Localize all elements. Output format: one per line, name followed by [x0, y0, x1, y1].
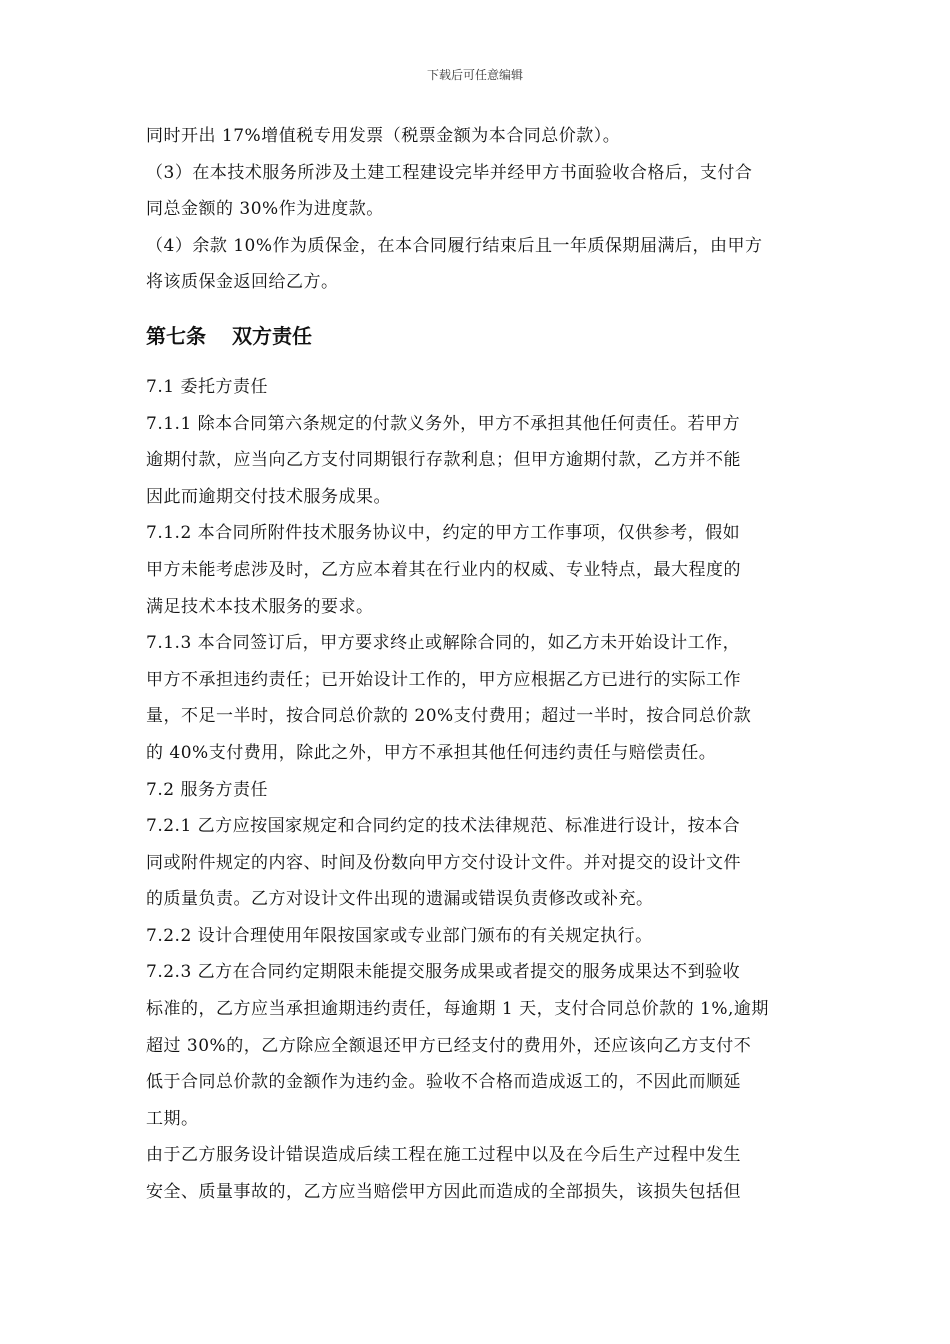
text-line: 甲方未能考虑涉及时，乙方应本着其在行业内的权威、专业特点，最大程度的	[146, 559, 741, 580]
subsection-heading: 7.1 委托方责任	[146, 376, 268, 397]
text-line: （4）余款 10%作为质保金，在本合同履行结束后且一年质保期届满后，由甲方	[146, 235, 763, 256]
text-line: 7.1.1 除本合同第六条规定的付款义务外，甲方不承担其他任何责任。若甲方	[146, 413, 741, 434]
text-line: 因此而逾期交付技术服务成果。	[146, 486, 391, 507]
text-line: 甲方不承担违约责任；已开始设计工作的，甲方应根据乙方已进行的实际工作	[146, 669, 741, 690]
text-line: 将该质保金返回给乙方。	[146, 272, 339, 293]
text-line: 同总金额的 30%作为进度款。	[146, 199, 384, 220]
text-line: 7.1.3 本合同签订后，甲方要求终止或解除合同的，如乙方未开始设计工作，	[146, 633, 741, 654]
article-number: 第七条	[146, 323, 206, 348]
text-line: 安全、质量事故的，乙方应当赔偿甲方因此而造成的全部损失，该损失包括但	[146, 1182, 741, 1203]
subsection-heading: 7.2 服务方责任	[146, 779, 268, 800]
page-header-note: 下载后可任意编辑	[426, 68, 523, 82]
responsibilities-section	[146, 369, 808, 1211]
text-line: 7.2.2 设计合理使用年限按国家或专业部门颁布的有关规定执行。	[146, 925, 653, 946]
text-line: 低于合同总价款的金额作为违约金。验收不合格而造成返工的，不因此而顺延	[146, 1072, 741, 1093]
text-line: 的 40%支付费用，除此之外，甲方不承担其他任何违约责任与赔偿责任。	[146, 742, 717, 763]
text-line: 7.1.2 本合同所附件技术服务协议中，约定的甲方工作事项，仅供参考，假如	[146, 523, 741, 544]
article-heading	[146, 303, 808, 369]
text-line: 逾期付款，应当向乙方支付同期银行存款利息；但甲方逾期付款，乙方并不能	[146, 450, 741, 471]
text-line: 满足技术本技术服务的要求。	[146, 596, 374, 617]
text-line: 同或附件规定的内容、时间及份数向甲方交付设计文件。并对提交的设计文件	[146, 852, 741, 873]
text-line: （3）在本技术服务所涉及土建工程建设完毕并经甲方书面验收合格后，支付合	[146, 162, 753, 183]
text-line: 的质量负责。乙方对设计文件出现的遗漏或错误负责修改或补充。	[146, 889, 654, 910]
text-line: 同时开出 17%增值税专用发票（税票金额为本合同总价款）。	[146, 126, 621, 146]
text-line: 标准的，乙方应当承担逾期违约责任，每逾期 1 天，支付合同总价款的 1%,逾期	[146, 999, 769, 1020]
text-line: 7.2.3 乙方在合同约定期限未能提交服务成果或者提交的服务成果达不到验收	[146, 962, 741, 983]
text-line: 超过 30%的，乙方除应全额退还甲方已经支付的费用外，还应该向乙方支付不	[146, 1035, 752, 1056]
text-line: 由于乙方服务设计错误造成后续工程在施工过程中以及在今后生产过程中发生	[146, 1145, 741, 1166]
article-title: 双方责任	[232, 323, 312, 348]
document-body	[146, 118, 808, 1211]
text-line: 7.2.1 乙方应按国家规定和合同约定的技术法律规范、标准进行设计，按本合	[146, 816, 741, 837]
text-line: 量，不足一半时，按合同总价款的 20%支付费用；超过一半时，按合同总价款	[146, 706, 752, 727]
payment-terms-section	[146, 118, 808, 301]
text-line: 工期。	[146, 1108, 199, 1129]
